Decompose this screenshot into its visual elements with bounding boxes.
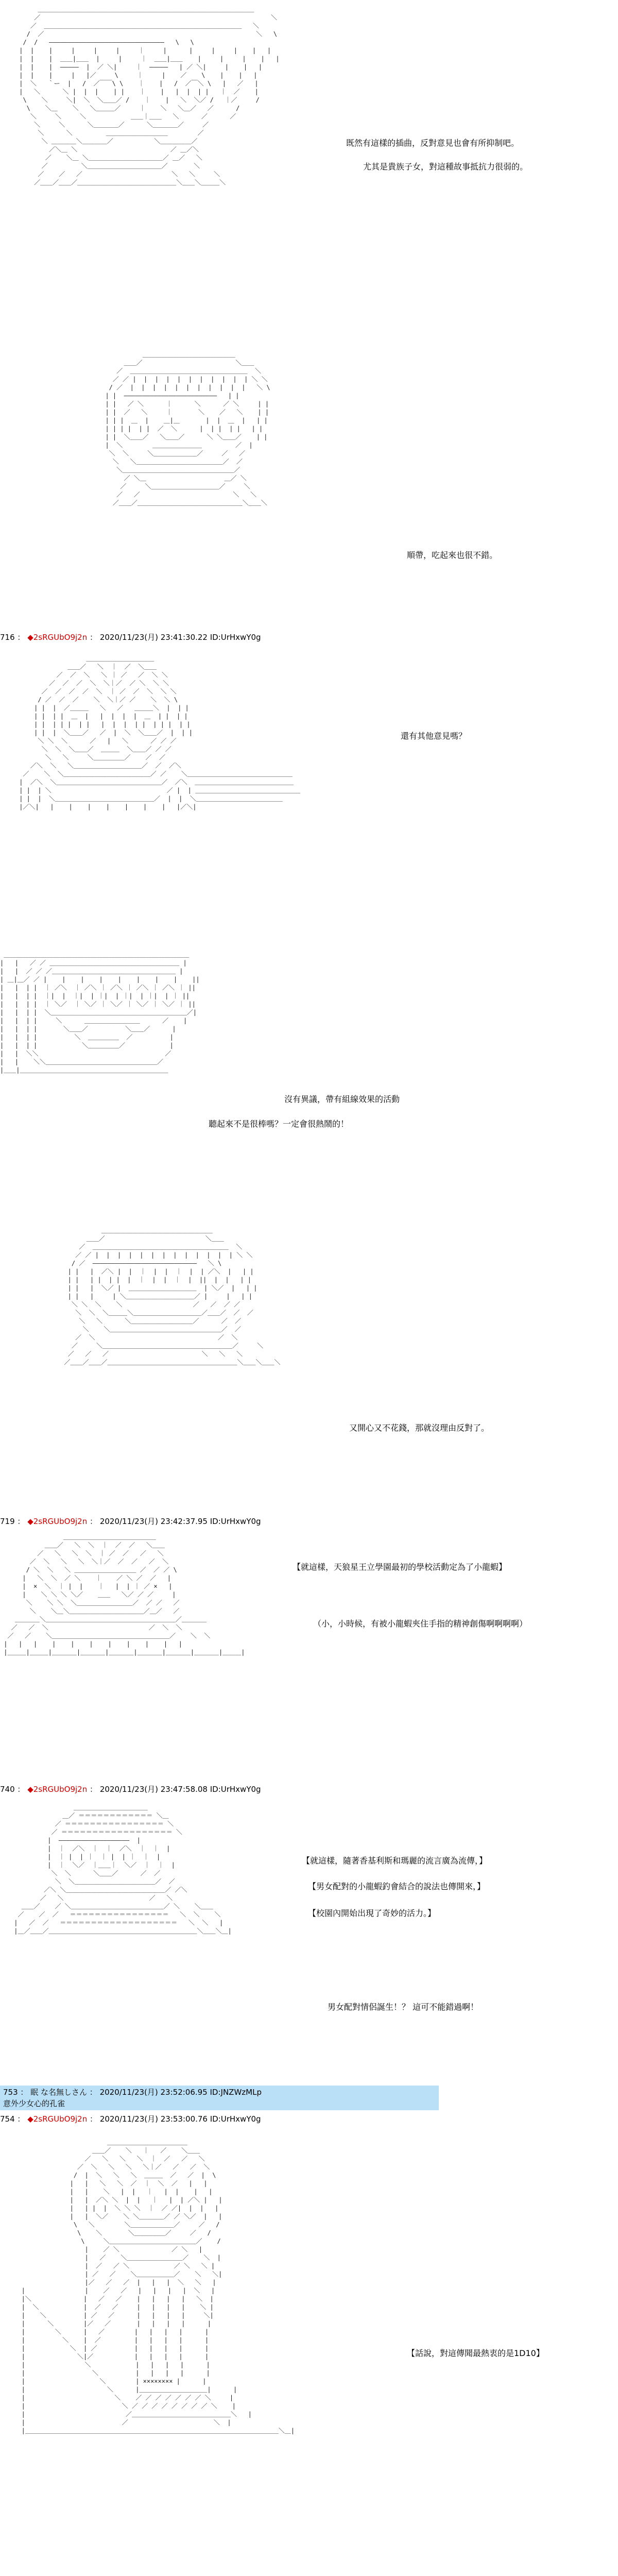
- dialogue-line: 又開心又不花錢，那就沒理由反對了。: [349, 1423, 490, 1433]
- separator: ：: [89, 2088, 97, 2097]
- ascii-art-2: ＿＿＿＿＿＿＿＿＿＿＿＿＿＿＿ ＿＿／ ＼＿＿ ／ ＿＿＿＿＿＿＿＿＿＿＿＿＿＿＿＿＿＿＿ ＼ ／ ／ | | | | | | | | | | | ＼ ＼ / ／ | | | | | | | | | | | ＼ \ | | ――――――――――――――――――――――――― | | | | ／ ＼ ｜ ＼ ／ ＼ | | | | ／ ＼ ｜ ＼ ／ ＼ | | | | | ＿ | ＿|＿ | | ＿ | | | | | | | | | ／ ＼ | | | | | | | | | ＼＿＿／ ＼＿＿／ ＼ ＼＿＿／ | | | ＼ ＿＿＿＿＿＿＿＿ ／ | ＼ ＼ ＼＿＿＿＿＿＿＿／ ／ ／ ＼ ＼＿＿＿＿＿＿＿＿＿＿＿＿＿＿／ ／ ＼＿＿＿＿＿＿＿＿＿＿＿＿＿＿＿＿＿＿／ ／ ＼＿ ＿／ ＼ ／ ＼＿＿＿＿＿＿＿＿＿＿＿／ ＼ ／ ／ ＼ ＼ ／＿＿／＿＿＿＿＿＿＿＿＿＿＿＿＿＿＿＿＿＼＿＿＼: [105, 351, 270, 506]
- author-name[interactable]: 眠 な名無しさん: [30, 2088, 87, 2097]
- post-header-740: [0, 1784, 261, 1795]
- dialogue-line: 【男女配對的小龍蝦釣會結合的說法也傳開來，】: [308, 1882, 486, 1891]
- dialogue-line: 還有其他意見嗎？: [401, 731, 467, 741]
- post-header-716: [0, 632, 261, 643]
- dialogue-line: （小，小時候，有被小龍蝦夾住手指的精神創傷啊啊啊啊）: [313, 1619, 528, 1629]
- dialogue-line: 既然有這樣的插曲，反對意見也會有所抑制吧。: [346, 138, 520, 148]
- separator: ：: [17, 1785, 25, 1794]
- ascii-art-3: ＿＿＿＿＿＿＿＿＿＿＿ ＿＿／ ＼ ｜ ／ ＼＿＿ ／ ／ ＼ ＼ ｜ ／ ／ ＼ ＼ ／ ／ ／ ＼ ＼｜／ ／ ＼ ＼ ＼ ／ ／ ／ ／ ＼ ｜ ／ ／ ＼ ＼ ＼ / ／ ／ ／ ＼ ＼｜／ ／ ＼ ＼ \ | | | ／＿＿＿ ＼ ／ ＿＿＿＼ | | | | | | | ＿ | | | | | ＿ | | | | | | | | | | | | | | | | | | | | | | | | ＼＿＿／ ／ | ＼ ＼＿＿／ | | | ＼ ＼ ＼ ／ | ＼ ／ ／ ／ ＼ ＼ ＼＿＿／ ＿＿＿ ＼＿＿／ ／ ／ ＼ ＼ ＼＿＿＿＿＿／ ／ ／ ／＼ ＼ ＼＿＿＿＿＿＿＿＿＿＿＿／ ／ ／＼ ／ ＼ ＼＿＿＿＿＿＿＿＿＿＿＿＿＿＿／ ／ ＼＿＿＿＿＿＿＿＿＿＿＿＿＿＿＿＿＿ | ／＼ ＼＿＿＿＿＿＿＿＿＿＿＿＿＿＿＿＿＿／ ／＼ ＿＿＿＿＿＿＿＿＿＿＿＿＿＿＿＿ | | | ＼ ／ | | ＿＿＿＿＿＿＿＿＿＿＿＿＿＿＿＿＿ | | | ＼＿＿＿＿＿＿＿＿＿＿＿＿＿＿＿＿／ | | ＼＿＿＿＿＿＿＿＿＿＿＿＿＿＿ |／＼| | | | | | | | |／＼|: [19, 655, 301, 810]
- separator: ：: [90, 2114, 98, 2124]
- post-date: 2020/11/23(月) 23:53:00.76 ID:UrHxwY0g: [99, 2114, 261, 2124]
- reply-post-753: [0, 2086, 439, 2110]
- post-date: 2020/11/23(月) 23:42:37.95 ID:UrHxwY0g: [99, 1517, 261, 1526]
- ascii-art-6: ＿＿＿＿＿＿＿＿＿＿＿＿＿＿＿ ＿＿／ ＼ ＼ ｜ ／ ／ ＼＿＿ ／ ＼ ＼ ＼ ｜ ／ ／ ／ ＼ ／ ＼ ＼ ＼ ＼｜／ ／ ／ ／ ＼ / ＼ ＼ ＼ ＿＿＿＿＿＿＿＿＿＿ ／ ／ ／ \ | ＼ ＼ ／ ＼ ｜ ／ ＼ ／ ／ | | × ＼ ｜ | | ｜ | | ｜ ／ × | | ＼ ＼ ＼ ＼／ ＿＿ ＼／ ／ ／ | ＼ ＼ ＼ ＼＿＿＿＿＿＿＿＿＿／ ／ ／ ／ ＼ ＼＿＼＿＿＿＿＿＿＿＿＿＿＿＿／＿／ ／ ＿＿＿＿＼＿＿＿＿＿＿＿＿＿＿＿＿＿＿＿＿＿＿＿＿＿／＿＿＿＿ ／ ／ ＼ ／ ＼ ＼ ／ ／ ＼＿＿＿＿＿＿＿＿＿＿＿＿＿＿＿＿＿＿＿／ ＼ ＼ | | | | | | | | | | | |＿＿＿|＿＿＿|＿＿＿＿|＿＿＿＿|＿＿＿＿|＿＿＿＿|＿＿＿＿|＿＿＿＿|＿＿＿|: [4, 1533, 245, 1656]
- separator: ：: [17, 1517, 25, 1526]
- post-number: 753: [3, 2088, 18, 2097]
- ascii-art-7: ＿＿＿＿＿＿＿＿＿＿＿＿ ＿／ ＝＝＝＝＝＝＝＝＝＝＝＝ ＼＿ ／ ＝＝＝＝＝＝＝＝＝＝＝＝＝＝＝＝ ＼ ／ ＝＝＝＝＝＝＝＝＝＝＝＝＝＝＝＝＝＝ ＼ | ――――――――――――――――――― | | ｜ ／＼ ｜ ｜ ／＼ ｜ ｜ | | ｜ | | ｜ ｜ | | ｜ ｜ | | ｜ ＼／ ｜＿＿｜ ＼／ ｜ ｜ | ＼ ＼ ＼＿＿／ ／ ／ ＼ ＼＿＿＿＿＿＿＿＿＿＿＿＿＿／ ／ ／＼ ＼＿＿＿＿＿＿＿＿＿＿＿＿＿＿＿＿／ ／＼ ／ ＼ ／ ＼ ＿＿／ ／ ＼＿＿＿＿＿＿＿＿＿＿＿＿＿＿＿／ ＼ ＼＿＿ ／ ／ ／ ＝＝＝＝＝＝＝＝＝＝＝＝＝＝＝＝ ＼ ＼ ＼ | ／ ／ ＝＝＝＝＝＝＝＝＝＝＝＝＝＝＝＝＝＝＝ ＼ ＼ | |＿／＿＿／＿＿＿＿＿＿＿＿＿＿＿＿＿＿＿＿＿＿＿＿＿＿＿＿＼＿＿＼＿|: [14, 1804, 232, 1935]
- dialogue-line: 沒有異議，帶有組線效果的活動: [284, 1094, 400, 1104]
- separator: ：: [20, 2088, 28, 2097]
- separator: ：: [17, 2114, 25, 2124]
- post-date: 2020/11/23(月) 23:52:06.95 ID:JNZWzMLp: [99, 2088, 262, 2097]
- separator: ：: [90, 633, 98, 642]
- post-date: 2020/11/23(月) 23:41:30.22 ID:UrHxwY0g: [99, 633, 261, 642]
- dialogue-line: 【就這樣，天狼星王立學園最初的學校活動定為了小龍蝦】: [293, 1562, 507, 1572]
- separator: ：: [90, 1517, 98, 1526]
- dialogue-line: 順帶，吃起來也很不錯。: [407, 550, 498, 560]
- post-header-753: [3, 2087, 436, 2098]
- post-number: 716: [0, 633, 15, 642]
- post-number: 740: [0, 1785, 15, 1794]
- post-header-719: [0, 1516, 261, 1527]
- post-text: 意外少女心的孔雀: [3, 2099, 65, 2108]
- dialogue-line: 【話說，對這傳聞最熱衷的是1D10】: [407, 2348, 544, 2358]
- dialogue-line: 聽起來不是很棒嗎？一定會很熱鬧的！: [209, 1119, 349, 1129]
- post-number: 754: [0, 2114, 15, 2124]
- ascii-art-5: ＿＿＿＿＿＿＿＿＿＿＿＿＿＿＿＿＿＿ ＿＿／ ＼＿＿ ／ ＿＿＿＿＿＿＿＿＿＿＿＿＿＿＿＿＿＿＿＿＿＿ ＼ ／ ／ | | | | | | | | | | | | | ＼ ＼ / ／ ―――――――――――――――――――――――――――― ＼ \ | | | ／＼ | | ｜ | | ｜ | | ／＼ | | | | | | | | | | ｜ | | ｜ | || | | | | | | | ＼／ | ＿＿＿＿＿＿＿＿＿＿＿ | ＼／ | | | | | | | ＼＿＿＿＿＿＿＿＿＿＿＿／ | | | | ＼ ＼ ＼ ＼ ／ ／ ／ ／ ＼ ＼ ＼＿＿＿＼＿＿＿＿＿＿＿＿＿＿＿／＿＿／ ／ ／ ＼ ＼ ＼＿＿＿＿＿＿＿＿＿＿／ ／ ／ ＼ ＼＿＿＿＿＿＿＿＿＿＿＿＿＿＿＿＿＿＿／ ／ ／ ＼ ／ ＼ ／ ＼＿＿＿＿＿＿＿＿＿＿＿＿＿＿＿＿＿＿＿＿＿／ ＼ ／ ／ ／ ＼ ＼ ＼ ／＿＿／＿＿／＿＿＿＿＿＿＿＿＿＿＿＿＿＿＿＿＿＿＿＿＿＼＿＿＼＿＿＼: [64, 1227, 281, 1366]
- post-header-754: [0, 2113, 261, 2125]
- author-trip[interactable]: ◆2sRGUbO9j2n: [27, 1517, 88, 1526]
- separator: ：: [90, 1785, 98, 1794]
- ascii-art-1: ＿＿＿＿＿＿＿＿＿＿＿＿＿＿＿＿＿＿＿＿＿＿＿＿＿＿＿＿＿＿＿＿＿＿＿ ／ ＼ ／ ＿＿＿＿＿＿＿＿＿＿＿＿＿＿＿＿＿＿＿＿＿＿＿＿＿＿＿＿＿＿＿＿ ＼ / ／ ＼ \ / / ――――――――――――――――――――――――――――――― \ \ | | | | | | ｜ | | | | | | | | | ＿＿|＿＿ | | ｜ ＿＿|＿＿ | | | | | | | | ――――― | ／ ＼| ｜ ――――― | ／ ＼| | | | | | | | |／ \ ｜ | ／ \ | | | | ＼ ｀ー | / ／￣￣\ \ ｜ | / ／￣＼ \ | ／ | | ＼ ＼ | | | | | ｜ | | | | | ｜ ／ | \ ＼ ＼| ＼ ＼＿＿／ / ｜ | ＼ ＼／ / ｜／ / \ ＼＿ ＼ ＼＿＿＿／ ｜ ＼ ＼＿／ ／ / ＼ ＼ ＼ ＿＿｜＿＿ ＼ ／ ／ ＼ ＼ ＼＿＿＿＿／ ＼＿＿＿＿／ ／ ＼ ＼ ＿＿＿＿＿＿＿＿＿＿ ／ ＼ ＿＿＿＿＼＿＿＿＿／ ＼＿＿＿＿＿／ ／＼＿ ＼ ／ ＿／＼ ／ ＼＿ ＼＿＿＿＿＿＿＿＿＿＿＿＿／ ＿／ ＼ ／ ＼＿＿＿＿＿＿＿＿＿＿＿＿／ ＼ ／ ／ ／ ＼ ＼ ＼ ／＿＿／＿＿／＿＿＿＿＿＿＿＿＿＿＿＿＿＿＿＿＼＿＿＼＿＿＿＼: [19, 6, 280, 186]
- dialogue-line: 【就這樣，隨著香基利斯和瑪麗的流言廣為流傳，】: [302, 1856, 488, 1866]
- author-trip[interactable]: ◆2sRGUbO9j2n: [27, 1785, 88, 1794]
- post-number: 719: [0, 1517, 15, 1526]
- dialogue-line: 【校園內開始出現了奇妙的活力。】: [308, 1908, 436, 1918]
- dialogue-line: 男女配對情侶誕生！？ 這可不能錯過啊！: [328, 2002, 479, 2012]
- author-trip[interactable]: ◆2sRGUbO9j2n: [27, 633, 88, 642]
- separator: ：: [17, 633, 25, 642]
- dialogue-line: 尤其是貴族子女，對這種故事抵抗力很弱的。: [363, 162, 528, 172]
- ascii-art-8: ＿＿＿＿＿＿＿＿＿＿＿＿＿ ＿＿／ ＼ ｜ ／ ＼＿＿ ／ ＼ ＼ ＼ ｜ ／ ／ ＼ ／ ＼ ＼ ＼ ＼｜／ ／ ／ ＼ / | ＼ ＼ ＼ ＿＿＿ ／ ／ | \ | | ＼ ＼ ／ ｜ ＼ ／ | | | | ＼ | | ｜ | | | | | | ／＼ ＼ | | ｜ | | ／＼ | | | | | | ＼ ＼ ＼ ｜ ／ ／| | | | | | ＼／ ＼ ＼＿＿＿＿／ ／ ＼／ | | \ ＼ ＼＿＿＿＿＿＿＿／ ／ / \ ＼ ＼＿＿＿＿＿／ ／ / \ ＼＿＿＿＿＿＿＿＿＿＿＿＿＿＿／ / | ／ ＼ ／ ＼ | | ／ ＼＿＿＿＿＿＿＿＿＿／ ＼ | | ／ ／ ＼ ／ ＼ ＼ | | ／ ／ ＼＿＿＿＿＿＿／ ＼ ＼| |／ ／ ／ | | | ＼ ＼ | | | ／ ／ | | | | ＼ | |＼ | ／ ／ | | | | ＼ | | ＼ | ／ ／ | | | | ＼ | | ＼ | ／ ／ | | | | ＼| | ＼ |／ ／ | | | | | | ＼ | ／ | | | | | | ＼ | ／ | | | | | | ＼ | ／ | | | | | | ＼|／ | | | | | | ＼ | | | | | | ＼ | | | | | | ＼ | ×××××××× | | | ＼ |＿＿＿＿＿＿＿＿＿＿＿| | | ＼ ／ ／ ／ ／ ／ ／ ／ ＼ | | ＼ ／ ／ ／ ／ ／ ／ ／ ／ ＼ | | ／＿＿＿＿＿＿＿＿＿＿＿＿＿＿＿＿＼ | | ／ ＼ | |＿＿＿＿＿＿＿＿＿＿＿＿＿＿＿＿＿＿＿＿＿＿＿＿＿＿＿＿＿＿＿＿＿＿＿＿＿＿＿＿＿＼＿|: [21, 2139, 295, 2434]
- post-date: 2020/11/23(月) 23:47:58.08 ID:UrHxwY0g: [99, 1785, 261, 1794]
- author-trip[interactable]: ◆2sRGUbO9j2n: [27, 2114, 88, 2124]
- ascii-art-4: ＿＿＿＿＿＿＿＿＿＿＿＿＿＿＿＿＿＿＿＿＿＿＿＿＿＿＿＿＿＿ | | ／ ／ ＿＿＿＿＿＿＿＿＿＿＿＿＿＿＿＿＿＿＿＿＿ | | | ／ ／ ／＿＿＿＿＿＿＿＿＿＿＿＿＿＿＿＿＿＿＿＿ | | ＿|＿／ ／ | | | | | | | | || | | | | ｜ ／＼ ｜ ／＼ ｜ ／＼ ｜ ／＼ ｜ ／＼ ｜ || | | | | ｜| | ｜| | ｜| | ｜| | ｜| | ｜ || | | | | ｜ ＼／ ｜ ＼／ ｜ ＼／ ｜ ＼／ ｜ ＼／ ｜ || | | | | ＼＿＿＿＿＿＿＿＿＿＿＿＿＿＿＿＿＿＿＿＿＿＿／| | | | | ＼ ＿＿＿＿＿＿＿＿＿ ／ | | | | | ＼＿＿／ ＼＿＿／ | | | | | ＼ ＿＿＿＿＿ ／ | | | | | ＼＿＿＿＿＿／ | | | ＼＼ ／ | | ＼＼＿＿＿＿＿＿＿＿＿＿＿＿＿＿＿＿＿＿／ |＿＿|＿＿＿＿＿＿＿＿＿＿＿＿＿＿＿＿＿＿＿＿＿＿＿＿: [0, 951, 200, 1074]
